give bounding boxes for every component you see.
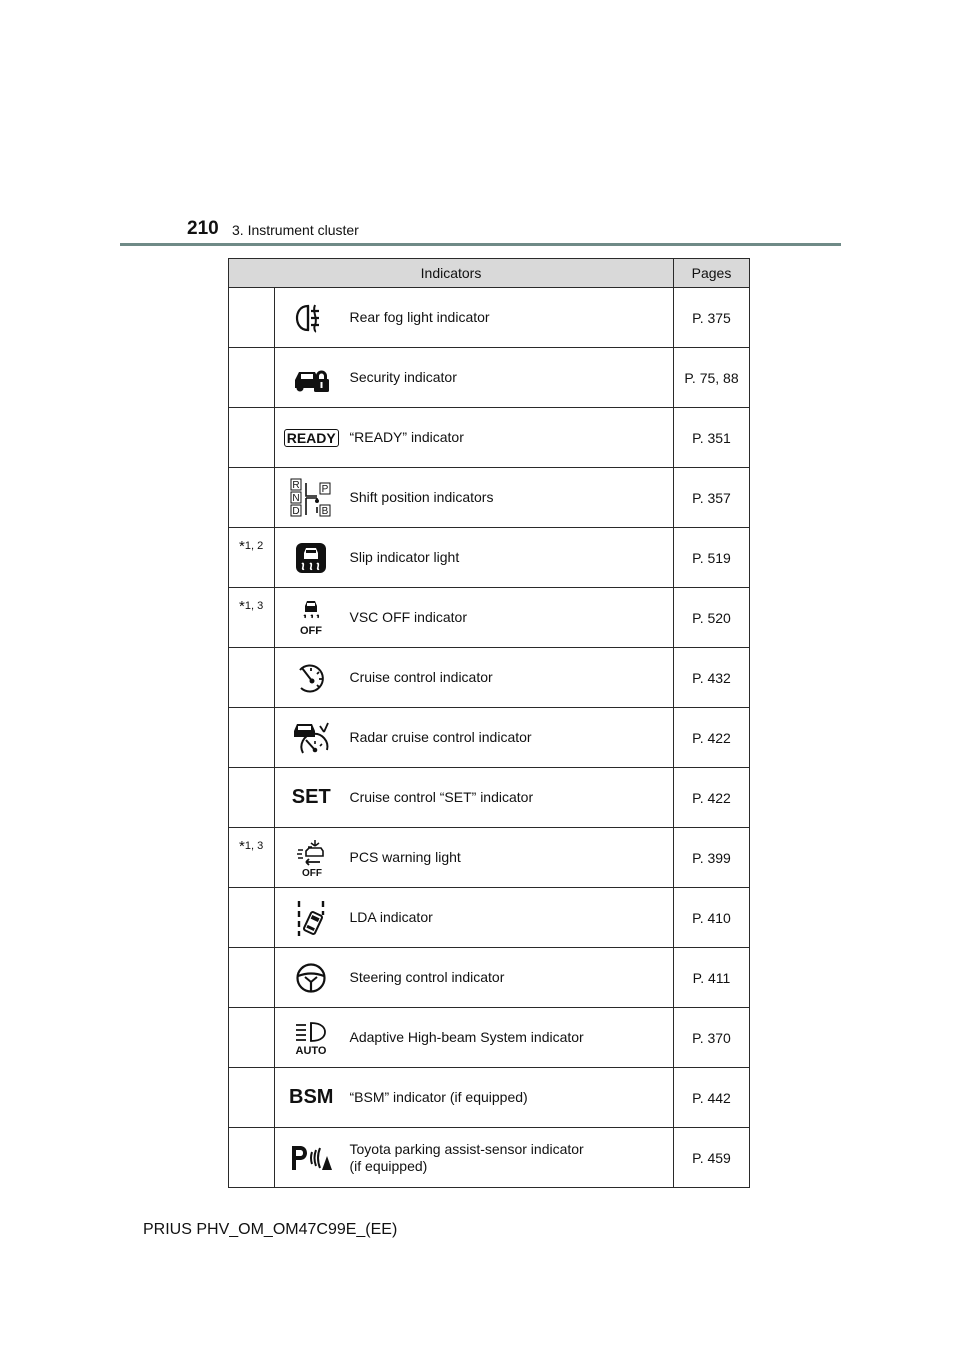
footnote-cell — [229, 948, 275, 1008]
icon-cell — [275, 408, 348, 468]
ready-text-icon: READY — [284, 429, 339, 447]
icon-cell — [275, 768, 348, 828]
cruise-control-icon — [294, 662, 328, 694]
indicator-label: PCS warning light — [348, 828, 674, 888]
indicator-label: “READY” indicator — [348, 408, 674, 468]
icon-cell — [275, 468, 348, 528]
auto-high-beam-icon — [292, 1020, 330, 1056]
header-rule — [120, 243, 841, 246]
shift-letter-d: D — [292, 505, 300, 517]
shift-letter-r: R — [292, 479, 300, 491]
table-row — [229, 588, 750, 648]
indicator-label: Radar cruise control indicator — [348, 708, 674, 768]
table-row — [229, 768, 750, 828]
asterisk-icon: * — [239, 598, 245, 615]
indicator-label: Cruise control indicator — [348, 648, 674, 708]
page-reference: P. 432 — [674, 648, 750, 708]
security-lock-car-icon — [291, 362, 331, 394]
shift-position-icon — [289, 477, 333, 519]
lda-icon — [294, 898, 328, 938]
table-row — [229, 288, 750, 348]
shift-letter-p: P — [321, 483, 329, 495]
page-reference: P. 520 — [674, 588, 750, 648]
indicator-label: Rear fog light indicator — [348, 288, 674, 348]
icon-cell — [275, 828, 348, 888]
table-row — [229, 708, 750, 768]
indicator-label: Shift position indicators — [348, 468, 674, 528]
shift-letter-b: B — [321, 505, 329, 517]
footnote-cell: *1, 3 — [229, 588, 275, 648]
indicator-label: Adaptive High-beam System indicator — [348, 1008, 674, 1068]
indicator-label: “BSM” indicator (if equipped) — [348, 1068, 674, 1128]
footnote-cell — [229, 468, 275, 528]
asterisk-icon: * — [239, 838, 245, 855]
pages-column-header: Pages — [674, 259, 750, 288]
indicators-table — [228, 258, 750, 1188]
indicator-label: Steering control indicator — [348, 948, 674, 1008]
table-row — [229, 1068, 750, 1128]
table-row — [229, 648, 750, 708]
vsc-off-icon — [294, 598, 328, 638]
table-row — [229, 408, 750, 468]
page-reference: P. 375 — [674, 288, 750, 348]
indicator-label: Toyota parking assist-sensor indicator (if equipped) — [348, 1128, 674, 1188]
page-reference: P. 357 — [674, 468, 750, 528]
icon-cell — [275, 588, 348, 648]
footnote-cell — [229, 288, 275, 348]
icon-cell — [275, 288, 348, 348]
page-reference: P. 519 — [674, 528, 750, 588]
page-reference: P. 410 — [674, 888, 750, 948]
page-reference: P. 351 — [674, 408, 750, 468]
bsm-text-icon: BSM — [289, 1086, 334, 1108]
radar-cruise-icon — [291, 720, 331, 756]
table-row — [229, 528, 750, 588]
icon-cell — [275, 348, 348, 408]
footnote-cell — [229, 408, 275, 468]
page-reference: P. 422 — [674, 708, 750, 768]
page-number: 210 — [187, 218, 219, 239]
table-header-row — [229, 259, 750, 288]
icon-cell — [275, 888, 348, 948]
table-row — [229, 828, 750, 888]
parking-assist-icon — [288, 1142, 334, 1174]
asterisk-icon: * — [239, 538, 245, 555]
footnote-cell: *1, 2 — [229, 528, 275, 588]
icon-cell — [275, 948, 348, 1008]
icon-cell — [275, 528, 348, 588]
footnote-cell — [229, 348, 275, 408]
ahs-auto-text: AUTO — [295, 1044, 327, 1056]
icon-cell — [275, 1008, 348, 1068]
page-reference: P. 75, 88 — [674, 348, 750, 408]
document-code: PRIUS PHV_OM_OM47C99E_(EE) — [143, 1221, 398, 1238]
table-row — [229, 348, 750, 408]
indicator-label: Cruise control “SET” indicator — [348, 768, 674, 828]
page-reference: P. 411 — [674, 948, 750, 1008]
table-row — [229, 468, 750, 528]
footnote-cell — [229, 768, 275, 828]
icon-cell — [275, 1128, 348, 1188]
icon-cell — [275, 708, 348, 768]
footnote-cell — [229, 1068, 275, 1128]
indicators-column-header: Indicators — [229, 259, 674, 288]
page-reference: P. 422 — [674, 768, 750, 828]
icon-cell — [275, 648, 348, 708]
indicator-label: Security indicator — [348, 348, 674, 408]
pcs-warning-icon — [294, 838, 328, 878]
pcs-off-text: OFF — [302, 867, 323, 878]
table-row — [229, 948, 750, 1008]
section-title: 3. Instrument cluster — [232, 222, 359, 238]
shift-letter-n: N — [292, 492, 300, 504]
page-reference: P. 442 — [674, 1068, 750, 1128]
page-reference: P. 459 — [674, 1128, 750, 1188]
rear-fog-light-icon — [294, 302, 328, 334]
table-row — [229, 1008, 750, 1068]
indicator-label: Slip indicator light — [348, 528, 674, 588]
footnote-cell — [229, 648, 275, 708]
footnote-cell: *1, 3 — [229, 828, 275, 888]
slip-indicator-icon — [295, 542, 327, 574]
steering-wheel-icon — [295, 962, 327, 994]
footnote-cell — [229, 1008, 275, 1068]
table-row — [229, 888, 750, 948]
footnote-cell — [229, 1128, 275, 1188]
footnote-cell — [229, 708, 275, 768]
vsc-off-text: OFF — [300, 624, 323, 637]
page-reference: P. 399 — [674, 828, 750, 888]
table-row — [229, 1128, 750, 1188]
icon-cell — [275, 1068, 348, 1128]
footnote-cell — [229, 888, 275, 948]
page-reference: P. 370 — [674, 1008, 750, 1068]
indicator-label: VSC OFF indicator — [348, 588, 674, 648]
indicator-label: LDA indicator — [348, 888, 674, 948]
set-text-icon: SET — [291, 786, 331, 808]
